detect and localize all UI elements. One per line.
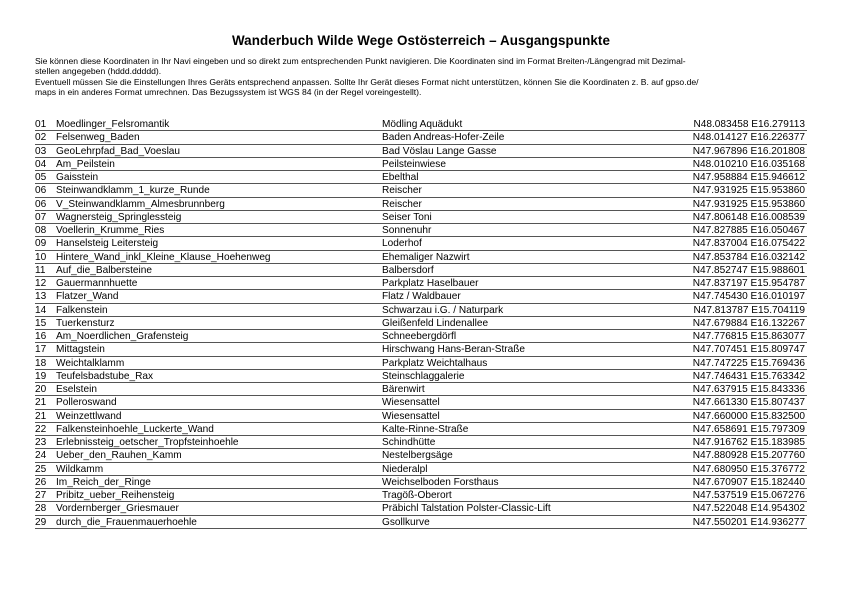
- route-number: 03: [35, 145, 47, 157]
- gps-coordinates: N47.660000 E15.832500: [692, 410, 805, 422]
- gps-coordinates: N47.852747 E15.988601: [692, 264, 805, 276]
- table-row: [35, 118, 807, 131]
- route-number: 18: [35, 357, 47, 369]
- starting-point: Flatz / Waldbauer: [382, 291, 461, 303]
- starting-point: Ebelthal: [382, 172, 419, 183]
- starting-point: Schneebergdörfl: [382, 331, 457, 342]
- starting-point: Präbichl Talstation Polster-Classic-Lift: [382, 503, 551, 515]
- route-number: 21: [35, 410, 47, 422]
- route-number: 14: [35, 304, 47, 316]
- table-row: [35, 370, 807, 383]
- route-number: 11: [35, 264, 46, 276]
- table-row: [35, 184, 807, 197]
- route-number: 13: [35, 291, 47, 303]
- table-row: [35, 330, 807, 343]
- intro-line: stellen angegeben (hddd.ddddd).: [35, 66, 162, 77]
- table-row: [35, 476, 807, 489]
- intro-line: maps in ein anderes Format umrechnen. Das Bezugssystem ist WGS 84 (in der Regel voreingestellt).: [35, 87, 422, 98]
- starting-point: Schindhütte: [382, 437, 436, 448]
- gps-coordinates: N47.827885 E16.050467: [692, 225, 805, 236]
- gps-coordinates: N47.537519 E15.067276: [692, 490, 805, 501]
- route-name: Moedlinger_Felsromantik: [56, 119, 170, 130]
- starting-point: Baden Andreas-Hofer-Zeile: [382, 132, 505, 144]
- route-number: 27: [35, 490, 47, 501]
- table-row: [35, 410, 807, 423]
- intro-line: Eventuell müssen Sie die Einstellungen Ihres Geräts entsprechend anpassen. Sollte Ihr Gerät dieses Format nicht unterstützen, können Sie die Koordinaten z. B. auf gpso.de/: [35, 76, 699, 87]
- route-name: Im_Reich_der_Ringe: [56, 476, 151, 488]
- starting-point: Reischer: [382, 185, 422, 197]
- gps-coordinates: N47.637915 E15.843336: [692, 384, 805, 395]
- table-row: [35, 237, 807, 250]
- gps-coordinates: N47.813787 E15.704119: [693, 304, 805, 316]
- route-name: Weichtalklamm: [56, 357, 125, 369]
- starting-point: Weichselboden Forsthaus: [382, 476, 499, 488]
- route-name: Am_Peilstein: [56, 158, 115, 170]
- route-name: Steinwandklamm_1_kurze_Runde: [56, 185, 210, 197]
- intro-text: [35, 56, 810, 98]
- route-number: 05: [35, 172, 47, 183]
- starting-point: Schwarzau i.G. / Naturpark: [382, 304, 504, 316]
- route-number: 24: [35, 450, 47, 462]
- table-row: [35, 131, 807, 144]
- route-name: Teufelsbadstube_Rax: [56, 370, 154, 382]
- starting-point: Bad Vöslau Lange Gasse: [382, 145, 497, 157]
- route-number: 26: [35, 476, 47, 488]
- gps-coordinates: N47.916762 E15.183985: [692, 437, 805, 448]
- starting-point: Wiesensattel: [382, 397, 440, 409]
- gps-coordinates: N48.010210 E16.035168: [692, 158, 805, 170]
- starting-point: Tragöß-Oberort: [382, 490, 452, 501]
- route-number: 15: [35, 317, 47, 329]
- table-row: [35, 449, 807, 462]
- route-number: 01: [35, 119, 47, 130]
- intro-line: Sie können diese Koordinaten in Ihr Navi eingeben und so direkt zum entsprechenden Punkt navigieren. Die Koordinaten sind im Format Breiten-/Längengrad mit Dezimal-: [35, 56, 686, 66]
- route-number: 29: [35, 516, 47, 528]
- gps-coordinates: N47.745430 E16.010197: [692, 291, 805, 303]
- route-number: 12: [35, 278, 47, 289]
- gps-coordinates: N47.958884 E15.946612: [692, 172, 805, 183]
- gps-coordinates: N47.661330 E15.807437: [692, 397, 805, 409]
- starting-point: Kalte-Rinne-Straße: [382, 423, 469, 435]
- route-name: GeoLehrpfad_Bad_Voeslau: [56, 145, 181, 157]
- gps-coordinates: N47.853784 E16.032142: [692, 251, 805, 263]
- starting-point: Seiser Toni: [382, 211, 432, 223]
- table-row: [35, 383, 807, 396]
- table-row: [35, 317, 807, 330]
- route-number: 21: [35, 397, 47, 409]
- route-number: 06: [35, 185, 47, 197]
- route-number: 23: [35, 437, 47, 448]
- route-name: Wildkamm: [56, 463, 104, 475]
- route-name: Felsenweg_Baden: [56, 132, 140, 144]
- gps-coordinates: N47.680950 E15.376772: [692, 463, 805, 475]
- table-row: [35, 357, 807, 370]
- table-row: [35, 224, 807, 237]
- route-number: 10: [35, 251, 47, 263]
- starting-point: Peilsteinwiese: [382, 158, 446, 170]
- starting-point: Gleißenfeld Lindenallee: [382, 317, 489, 329]
- starting-point: Gsollkurve: [382, 516, 430, 528]
- table-row: [35, 304, 807, 317]
- route-name: Eselstein: [56, 384, 97, 395]
- route-name: Hanselsteig Leitersteig: [56, 238, 159, 250]
- route-name: Wagnersteig_Springlessteig: [56, 211, 182, 223]
- route-name: Erlebnissteig_oetscher_Tropfsteinhoehle: [56, 437, 239, 448]
- starting-point: Sonnenuhr: [382, 225, 432, 236]
- gps-coordinates: N47.679884 E16.132267: [692, 317, 805, 329]
- gps-coordinates: N47.967896 E16.201808: [692, 145, 805, 157]
- gps-coordinates: N47.931925 E15.953860: [692, 198, 805, 210]
- route-name: V_Steinwandklamm_Almesbrunnberg: [56, 198, 225, 210]
- gps-coordinates: N47.880928 E15.207760: [692, 450, 805, 462]
- table-row: [35, 463, 807, 476]
- table-row: [35, 264, 807, 277]
- table-row: [35, 158, 807, 171]
- gps-coordinates: N47.931925 E15.953860: [692, 185, 805, 197]
- route-name: Pribitz_ueber_Reihensteig: [56, 490, 175, 501]
- route-name: Gaisstein: [56, 172, 99, 183]
- gps-coordinates: N47.776815 E15.863077: [692, 331, 805, 342]
- route-number: 25: [35, 463, 47, 475]
- table-row: [35, 436, 807, 449]
- table-row: [35, 516, 807, 529]
- route-name: Vordernberger_Griesmauer: [56, 503, 179, 515]
- table-row: [35, 343, 807, 356]
- route-number: 07: [35, 211, 47, 223]
- route-name: Auf_die_Balbersteine: [56, 264, 152, 276]
- starting-point: Nestelbergsäge: [382, 450, 453, 462]
- gps-coordinates: N47.658691 E15.797309: [692, 423, 805, 435]
- starting-point: Niederalpl: [382, 463, 428, 475]
- gps-coordinates: N47.806148 E16.008539: [692, 211, 805, 223]
- table-row: [35, 145, 807, 158]
- table-row: [35, 277, 807, 290]
- gps-coordinates: N47.522048 E14.954302: [692, 503, 805, 515]
- starting-point: Ehemaliger Nazwirt: [382, 251, 470, 263]
- starting-points-table: [35, 118, 807, 529]
- gps-coordinates: N47.747225 E15.769436: [692, 357, 805, 369]
- route-number: 20: [35, 384, 47, 395]
- route-name: Gauermannhuette: [56, 278, 138, 289]
- table-row: [35, 171, 807, 184]
- route-name: Tuerkensturz: [56, 317, 115, 329]
- route-number: 02: [35, 132, 47, 144]
- table-row: [35, 290, 807, 303]
- table-row: [35, 396, 807, 409]
- starting-point: Hirschwang Hans-Beran-Straße: [382, 344, 526, 356]
- route-name: Falkensteinhoehle_Luckerte_Wand: [56, 423, 214, 435]
- document-title: Wanderbuch Wilde Wege Ostösterreich – Ausgangspunkte: [231, 33, 611, 48]
- gps-coordinates: N48.083458 E16.279113: [693, 119, 805, 130]
- gps-coordinates: N47.837004 E16.075422: [692, 238, 805, 250]
- route-name: durch_die_Frauenmauerhoehle: [56, 516, 197, 528]
- gps-coordinates: N47.707451 E15.809747: [692, 344, 805, 356]
- route-name: Hintere_Wand_inkl_Kleine_Klause_Hoehenweg: [56, 251, 271, 263]
- route-number: 16: [35, 331, 47, 342]
- starting-point: Parkplatz Haselbauer: [382, 278, 479, 289]
- starting-point: Mödling Aquädukt: [382, 119, 463, 130]
- route-name: Falkenstein: [56, 304, 108, 316]
- route-name: Mittagstein: [56, 344, 105, 356]
- starting-point: Reischer: [382, 198, 422, 210]
- table-row: [35, 211, 807, 224]
- gps-coordinates: N47.837197 E15.954787: [692, 278, 805, 289]
- route-number: 09: [35, 238, 47, 250]
- starting-point: Parkplatz Weichtalhaus: [382, 357, 488, 369]
- starting-point: Wiesensattel: [382, 410, 440, 422]
- route-name: Polleroswand: [56, 397, 117, 409]
- table-row: [35, 198, 807, 211]
- gps-coordinates: N47.550201 E14.936277: [692, 516, 805, 528]
- route-name: Voellerin_Krumme_Ries: [56, 225, 165, 236]
- gps-coordinates: N47.670907 E15.182440: [692, 476, 805, 488]
- table-row: [35, 502, 807, 515]
- starting-point: Bärenwirt: [382, 384, 425, 395]
- gps-coordinates: N47.746431 E15.763342: [692, 370, 805, 382]
- route-number: 17: [35, 344, 47, 356]
- route-number: 22: [35, 423, 47, 435]
- table-row: [35, 489, 807, 502]
- table-row: [35, 423, 807, 436]
- route-number: 08: [35, 225, 47, 236]
- table-row: [35, 251, 807, 264]
- route-name: Flatzer_Wand: [56, 291, 119, 303]
- route-number: 06: [35, 198, 47, 210]
- route-number: 19: [35, 370, 47, 382]
- route-name: Weinzettlwand: [56, 410, 122, 422]
- route-number: 28: [35, 503, 47, 515]
- route-name: Ueber_den_Rauhen_Kamm: [56, 450, 182, 462]
- route-number: 04: [35, 158, 47, 170]
- starting-point: Loderhof: [382, 238, 422, 250]
- gps-coordinates: N48.014127 E16.226377: [692, 132, 805, 144]
- route-name: Am_Noerdlichen_Grafensteig: [56, 331, 189, 342]
- starting-point: Balbersdorf: [382, 264, 434, 276]
- starting-point: Steinschlaggalerie: [382, 370, 465, 382]
